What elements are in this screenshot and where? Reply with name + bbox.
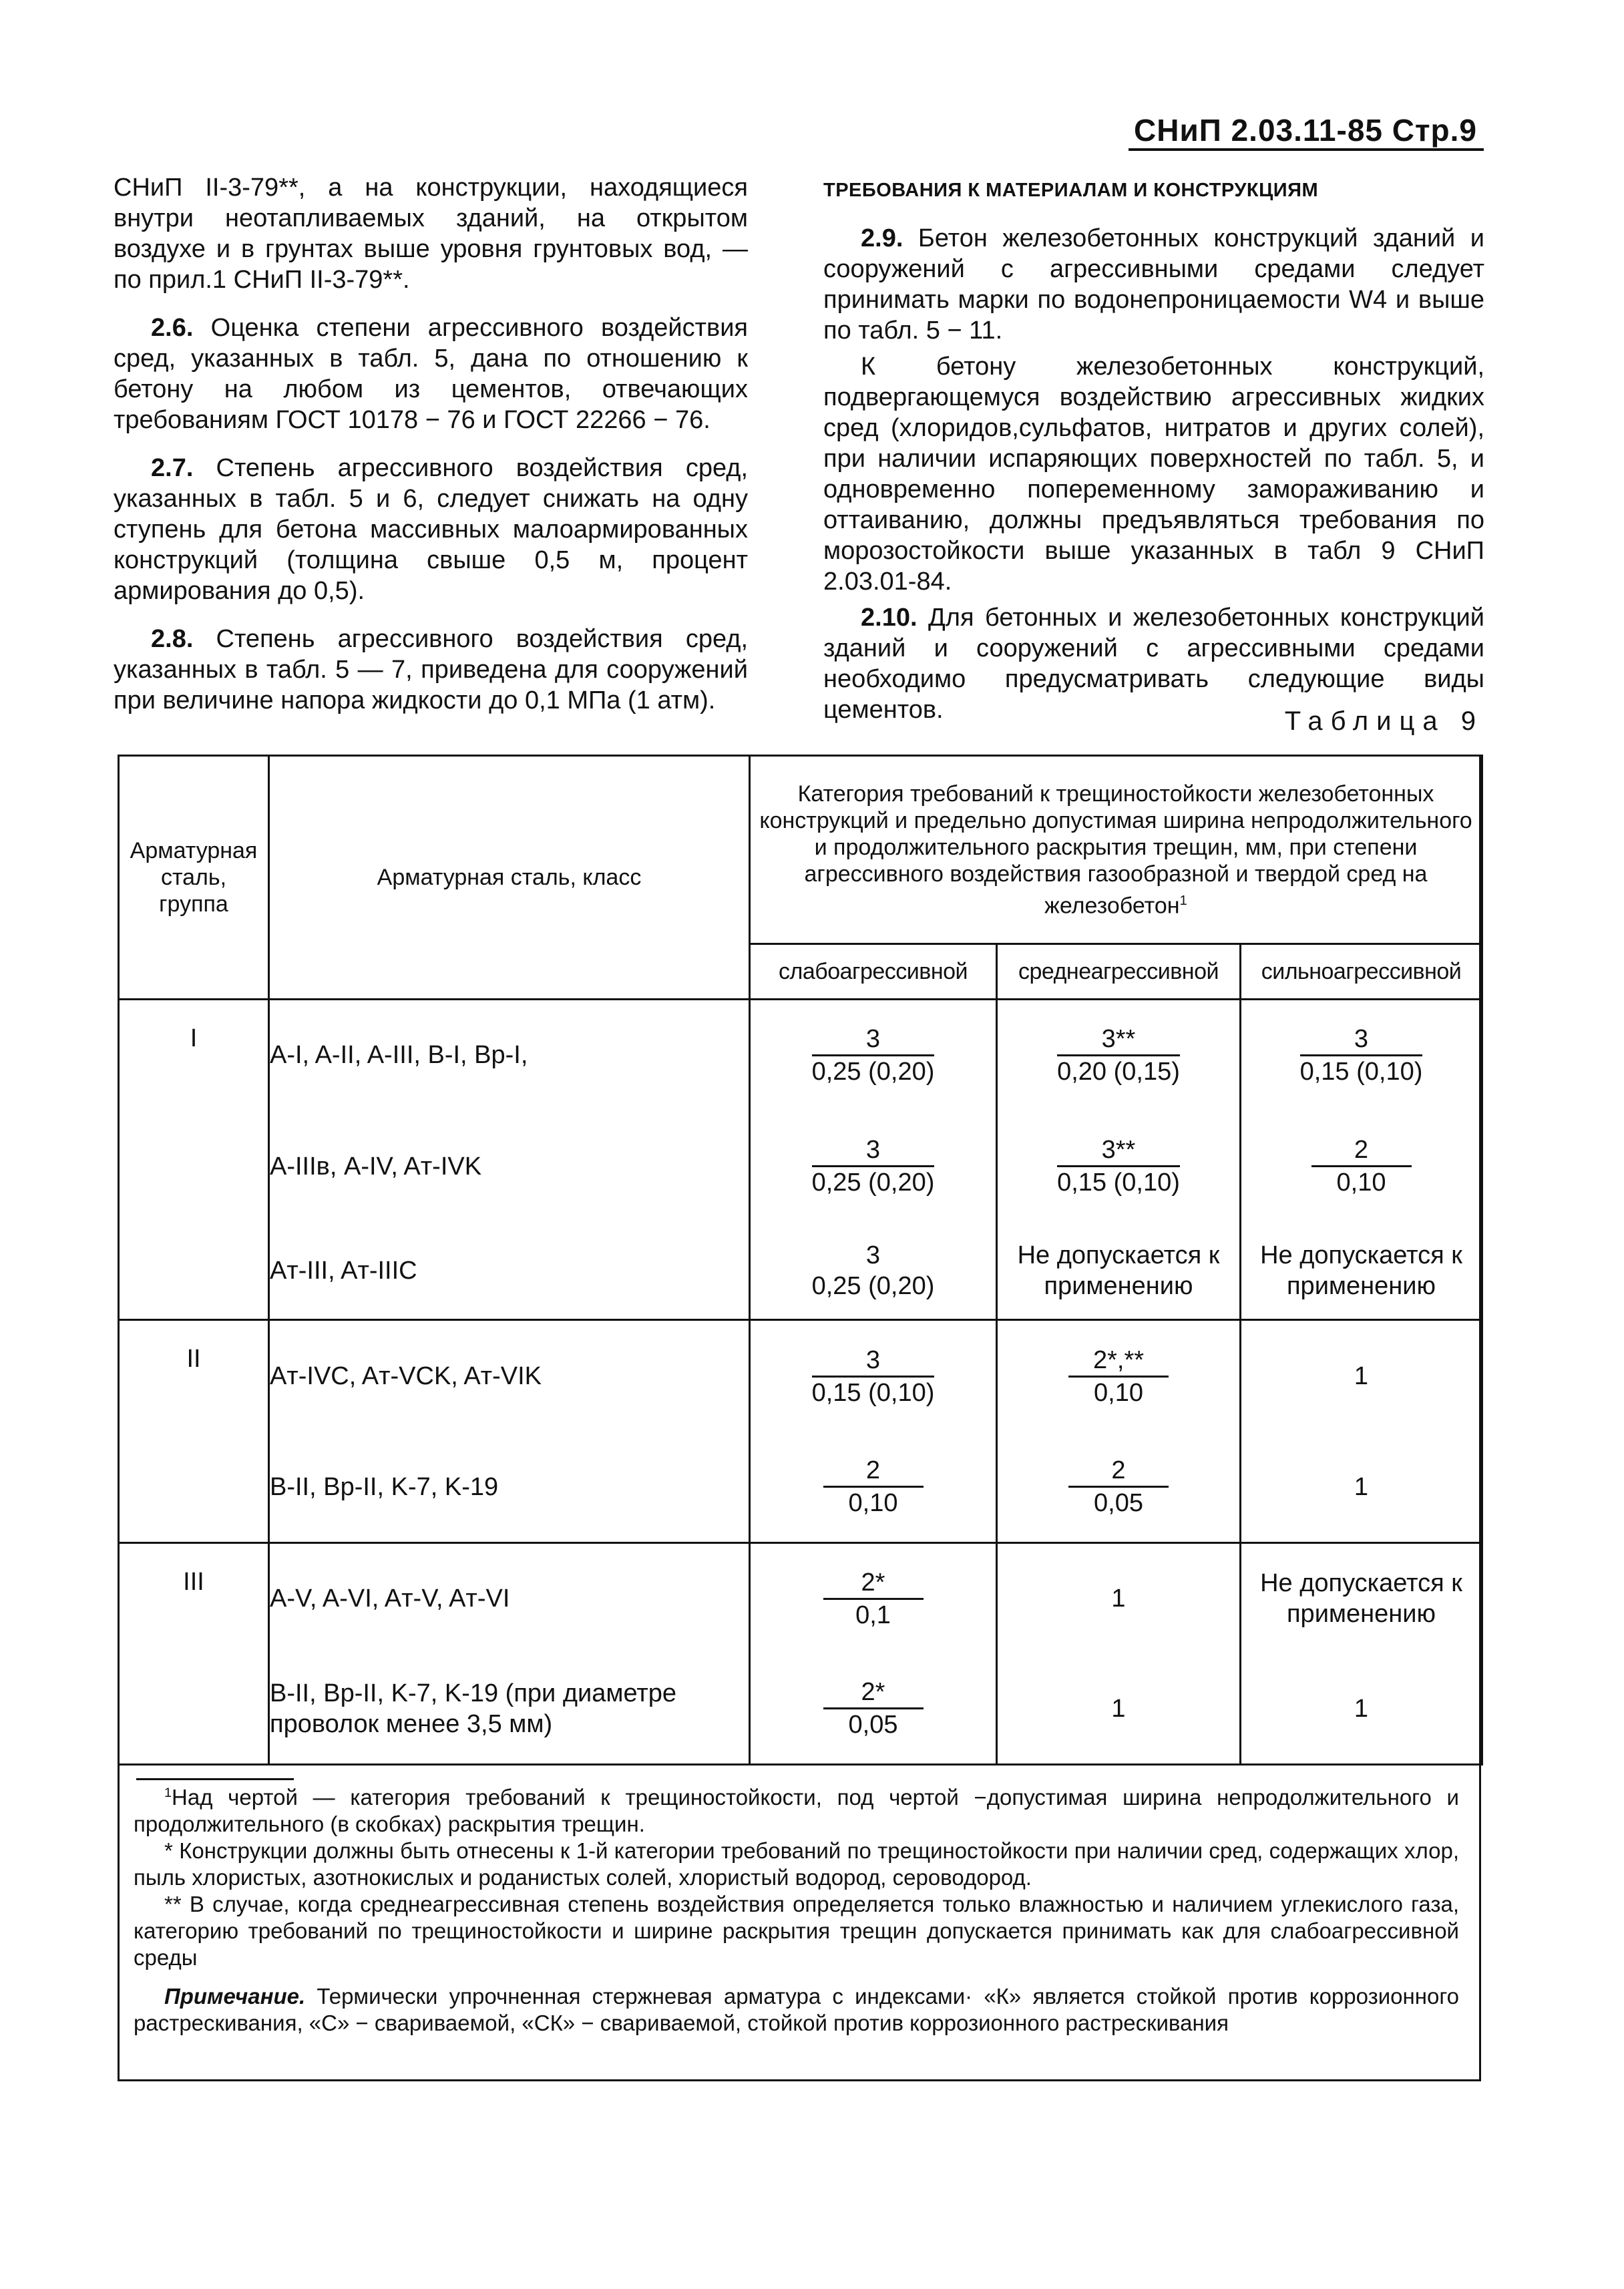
table-row xyxy=(119,1223,1482,1320)
footnote-marker: 1 xyxy=(164,1786,172,1800)
fraction xyxy=(823,1677,924,1740)
fraction xyxy=(1057,1134,1180,1198)
fraction-denominator: 0,10 xyxy=(848,1489,898,1518)
cell-value xyxy=(1241,1320,1482,1432)
table-row xyxy=(119,1432,1482,1543)
cell-value xyxy=(750,1223,997,1320)
footnote-text: Над чертой — категория требований к трещиностойкости, под чертой −допустимая ширина непродолжительного и продолжительного (в скобках) раскрытия трещин. xyxy=(134,1785,1459,1836)
cell-class: A-I, A-II, A-III, B-I, Bp-I, xyxy=(269,1000,750,1110)
cell-group: I xyxy=(119,1000,269,1110)
fraction-numerator: 3 xyxy=(812,1345,935,1378)
section-title: ТРЕБОВАНИЯ К МАТЕРИАЛАМ И КОНСТРУКЦИЯМ xyxy=(823,180,1319,201)
fraction-denominator: 0,15 (0,10) xyxy=(1057,1169,1180,1197)
cell-group xyxy=(119,1223,269,1320)
footnote-star: * Конструкции должны быть отнесены к 1-й категории требований по трещиностойкости при наличии сред, содержащих хлор, пыль хлористых, азотнокислых и роданистых солей, хлористый водород, сероводород. xyxy=(134,1838,1459,1890)
fraction-denominator: 0,25 (0,20) xyxy=(811,1057,935,1086)
table-body xyxy=(119,1000,1482,1765)
fraction-denominator: 0,25 (0,20) xyxy=(811,1271,935,1300)
cell-text: 1 xyxy=(1354,1362,1369,1391)
header-weak: слабоагрессивной xyxy=(750,944,997,1000)
cell-text: 1 xyxy=(1354,1472,1369,1501)
fraction-numerator: 3** xyxy=(1057,1024,1180,1056)
fraction-denominator: 0,20 (0,15) xyxy=(1057,1057,1180,1086)
header-category-text: Категория требований к трещиностойкости железобетонных конструкций и предельно допустимая ширина непродолжительного и продолжительного раскрытия трещин, мм, при степени агрессивного воздействия газообразной и твердой сред на железобетон xyxy=(759,781,1472,919)
fraction xyxy=(1311,1134,1412,1198)
cell-text: 1 xyxy=(1354,1694,1369,1723)
cell-group: II xyxy=(119,1320,269,1432)
fraction-numerator: 2*,** xyxy=(1068,1345,1169,1378)
cell-value xyxy=(997,1110,1241,1223)
header-class: Арматурная сталь, класс xyxy=(269,756,750,1000)
cell-value xyxy=(750,1000,997,1110)
fraction-numerator: 2* xyxy=(823,1677,924,1709)
fraction-denominator: 0,05 xyxy=(848,1711,898,1739)
footnote-ref: 1 xyxy=(1179,893,1187,908)
cell-text: 1 xyxy=(1111,1585,1126,1613)
paragraph-2-9 xyxy=(823,223,1484,346)
cell-group xyxy=(119,1654,269,1765)
fraction xyxy=(812,1134,935,1198)
paragraph-number: 2.7. xyxy=(151,454,194,482)
table-note xyxy=(134,1983,1459,2037)
fraction-denominator: 0,15 (0,10) xyxy=(811,1378,935,1407)
paragraph-number: 2.6. xyxy=(151,314,194,342)
fraction-numerator: 2* xyxy=(823,1567,924,1600)
header-group: Арматурная сталь, группа xyxy=(119,756,269,1000)
fraction-numerator: 3 xyxy=(865,1241,881,1269)
table-caption: Таблица 9 xyxy=(1284,706,1484,736)
fraction-denominator: 0,10 xyxy=(1094,1378,1143,1407)
paragraph-text: Степень агрессивного воздействия сред, указанных в табл. 5 — 7, приведена для сооружений при величине напора жидкости до 0,1 МПа (1 атм). xyxy=(114,625,749,714)
right-column xyxy=(823,175,1484,743)
cell-text: Не допускается к применению xyxy=(1260,1241,1462,1300)
cell-value xyxy=(1241,1543,1482,1654)
fraction-numerator: 2 xyxy=(1068,1455,1169,1488)
fraction xyxy=(1068,1345,1169,1408)
cell-value xyxy=(1241,1110,1482,1223)
cell-group: III xyxy=(119,1543,269,1654)
cell-class: A-V, A-VI, Aт-V, Aт-VI xyxy=(269,1543,750,1654)
paragraph-2-8 xyxy=(114,624,748,716)
fraction xyxy=(1300,1024,1423,1087)
fraction xyxy=(812,1345,935,1408)
table-row xyxy=(119,1000,1482,1110)
cell-value xyxy=(997,1000,1241,1110)
intro-paragraph: СНиП II-3-79**, а на конструкции, находящиеся внутри неотапливаемых зданий, на открытом воздухе и в грунтах выше уровня грунтовых вод, — по прил.1 СНиП II-3-79**. xyxy=(114,174,748,294)
note-text: Термически упрочненная стержневая арматура с индексами· «К» является стойкой против коррозионного растрескивания, «С» − свариваемой, «СК» − свариваемой, стойкой против коррозионного растрескивания xyxy=(134,1984,1459,2035)
header-rule xyxy=(1129,148,1484,151)
header-category xyxy=(750,756,1482,944)
fraction xyxy=(1068,1455,1169,1518)
header-strong: сильноагрессивной xyxy=(1241,944,1482,1000)
table-row xyxy=(119,1110,1482,1223)
fraction-numerator: 3 xyxy=(1300,1024,1423,1056)
cell-value xyxy=(750,1543,997,1654)
footnote-double-star: ** В случае, когда среднеагрессивная степень воздействия определяется только влажностью и наличием углекислого газа, категорию требований по трещиностойкости и ширине раскрытия трещин допускается принимать как для слабоагрессивной среды xyxy=(134,1892,1459,1970)
cell-class: A-IIIв, A-IV, Aт-IVK xyxy=(269,1110,750,1223)
cell-class: B-II, Bp-II, K-7, K-19 xyxy=(269,1432,750,1543)
cell-value xyxy=(750,1110,997,1223)
cell-value xyxy=(997,1223,1241,1320)
cell-value xyxy=(750,1654,997,1765)
fraction-denominator: 0,1 xyxy=(855,1601,891,1629)
cell-group xyxy=(119,1432,269,1543)
table-row xyxy=(119,1320,1482,1432)
fraction-numerator: 3** xyxy=(1057,1134,1180,1167)
fraction xyxy=(812,1024,935,1087)
fraction-numerator: 2 xyxy=(1311,1134,1412,1167)
page-header: СНиП 2.03.11-85 Стр.9 xyxy=(1134,113,1477,148)
cell-value xyxy=(997,1654,1241,1765)
footnote-1 xyxy=(134,1780,1459,1838)
note-label: Примечание. xyxy=(164,1984,306,2009)
fraction-denominator: 0,05 xyxy=(1094,1489,1143,1518)
paragraph-text: Для бетонных и железобетонных конструкций зданий и сооружений с агрессивными средами необходимо предусматривать следующие виды цементов. xyxy=(823,604,1485,724)
cell-group xyxy=(119,1110,269,1223)
fraction-numerator: 3 xyxy=(812,1134,935,1167)
paragraph-text: Оценка степени агрессивного воздействия сред, указанных в табл. 5, дана по отношению к бетону на любом из цементов, отвечающих требованиям ГОСТ 10178 − 76 и ГОСТ 22266 − 76. xyxy=(114,314,748,434)
table-9 xyxy=(118,755,1483,1765)
cell-class: Aт-IVC, Aт-VCK, Aт-VIK xyxy=(269,1320,750,1432)
paragraph-text: Бетон железобетонных конструкций зданий и сооружений с агрессивными средами следует принимать марки по водонепроницаемости W4 и выше по табл. 5 − 11. xyxy=(823,224,1485,345)
cell-text: Не допускается к применению xyxy=(1260,1569,1462,1629)
cell-value xyxy=(1241,1000,1482,1110)
cell-value xyxy=(997,1320,1241,1432)
fraction xyxy=(823,1567,924,1631)
cell-class: Aт-III, Aт-IIIC xyxy=(269,1223,750,1320)
cell-value xyxy=(1241,1223,1482,1320)
cell-value xyxy=(1241,1432,1482,1543)
cell-value xyxy=(750,1320,997,1432)
cell-class: B-II, Bp-II, K-7, K-19 (при диаметре проволок менее 3,5 мм) xyxy=(269,1654,750,1765)
table-row xyxy=(119,1654,1482,1765)
paragraph-number: 2.9. xyxy=(861,224,903,252)
fraction-denominator: 0,15 (0,10) xyxy=(1299,1057,1423,1086)
cell-value xyxy=(1241,1654,1482,1765)
table-row xyxy=(119,1543,1482,1654)
paragraph-2-9-continued: К бетону железобетонных конструкций, подвергающемуся воздействию агрессивных жидких сред (хлоридов,сульфатов, нитратов и других солей), при наличии испаряющих поверхностей по табл. 5, и одновременно попеременному замораживанию и оттаиванию, должны предъявляться требования по морозостойкости выше указанных в табл 9 СНиП 2.03.01-84. xyxy=(823,353,1484,596)
cell-value xyxy=(997,1432,1241,1543)
paragraph-2-6 xyxy=(114,313,748,435)
footnotes xyxy=(134,1780,1459,2037)
left-column xyxy=(114,172,748,733)
fraction-denominator: 0,10 xyxy=(1336,1169,1386,1197)
cell-text: Не допускается к применению xyxy=(1017,1241,1220,1300)
paragraph-number: 2.10. xyxy=(861,604,918,632)
cell-value xyxy=(750,1432,997,1543)
fraction xyxy=(812,1240,935,1301)
paragraph-2-7 xyxy=(114,453,748,606)
paragraph-text: Степень агрессивного воздействия сред, указанных в табл. 5 и 6, следует снижать на одну ступень для бетона массивных малоармированных конструкций (толщина свыше 0,5 м, процент армирования до 0,5). xyxy=(114,454,749,605)
fraction-numerator: 2 xyxy=(823,1455,924,1488)
paragraph-number: 2.8. xyxy=(151,625,194,653)
fraction-numerator: 3 xyxy=(812,1024,935,1056)
fraction-denominator: 0,25 (0,20) xyxy=(811,1169,935,1197)
cell-text: 1 xyxy=(1111,1694,1126,1723)
cell-value xyxy=(997,1543,1241,1654)
fraction xyxy=(1057,1024,1180,1087)
fraction xyxy=(823,1455,924,1518)
header-medium: среднеагрессивной xyxy=(997,944,1241,1000)
